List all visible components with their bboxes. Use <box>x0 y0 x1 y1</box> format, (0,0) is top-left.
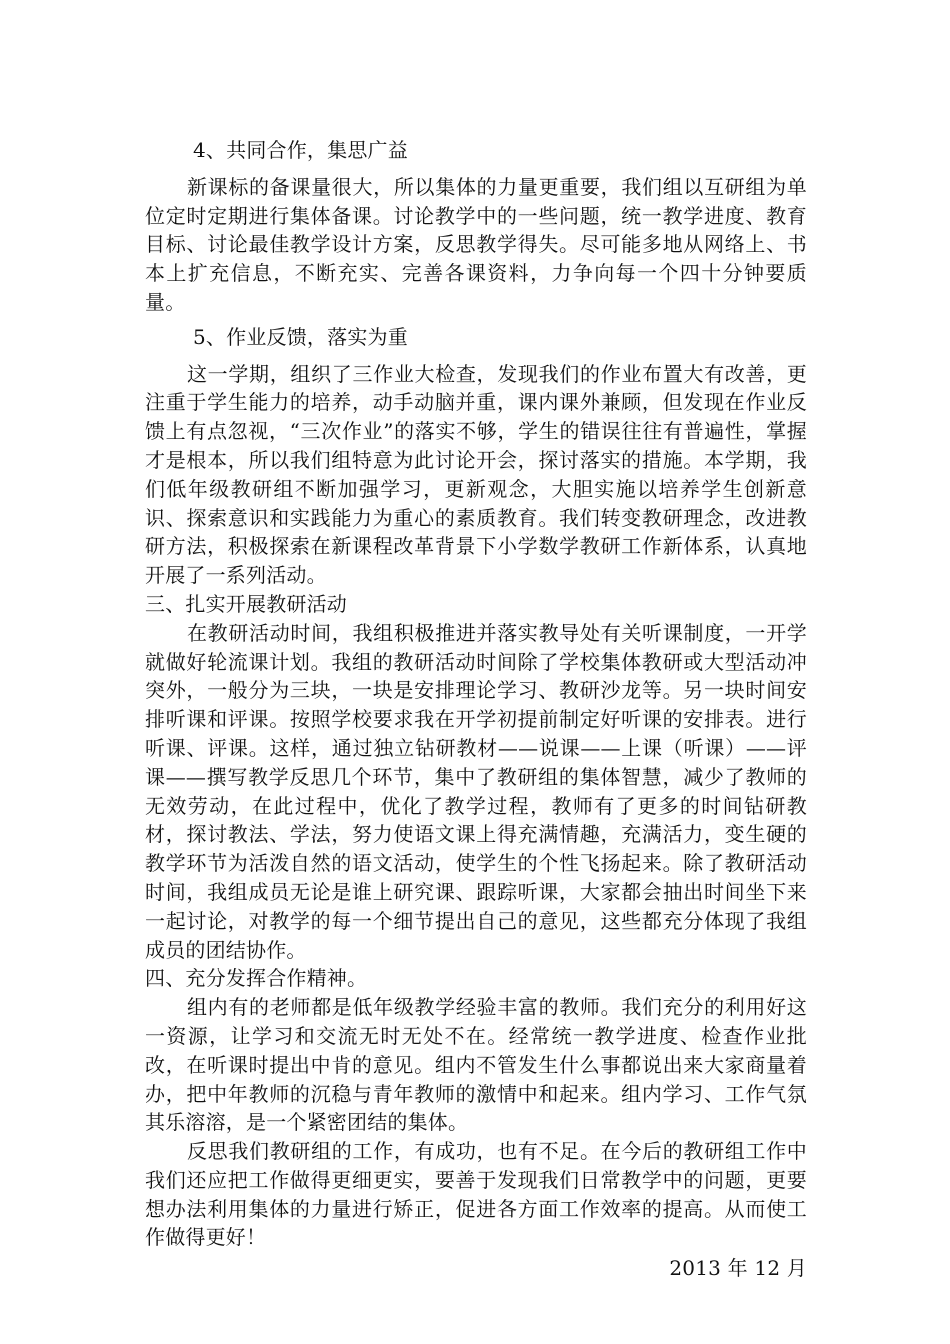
part-4-body: 组内有的老师都是低年级教学经验丰富的教师。我们充分的利用好这一资源，让学习和交流无时无处不在。经常统一教学进度、检查作业批改，在听课时提出中肯的意见。组内不管发生什么事都说出来大家商量着办，把中年教师的沉稳与青年教师的激情中和起来。组内学习、工作气氛其乐溶溶，是一个紧密团结的集体。 <box>145 995 807 1135</box>
document-date: 2013 年 12 月 <box>669 1256 807 1281</box>
reflection-paragraph: 反思我们教研组的工作，有成功，也有不足。在今后的教研组工作中我们还应把工作做得更细更实，要善于发现我们日常教学中的问题，更要想办法利用集体的力量进行矫正，促进各方面工作效率的提高。从而使工作做得更好！ <box>145 1139 807 1250</box>
part-3-title: 三、扎实开展教研活动 <box>145 591 347 616</box>
section-5-title: 5、作业反馈，落实为重 <box>193 324 408 349</box>
section-4-title: 4、共同合作，集思广益 <box>193 138 408 162</box>
document-page <box>145 133 807 1283</box>
part-4-title: 四、充分发挥合作精神。 <box>145 966 368 991</box>
section-4-body: 新课标的备课量很大，所以集体的力量更重要，我们组以互研组为单位定时定期进行集体备课。讨论教学中的一些问题，统一教学进度、教育目标、讨论最佳教学设计方案，反思教学得失。尽可能多地从网络上、书本上扩充信息，不断充实、完善各课资料，力争向每一个四十分钟要质量。 <box>145 174 807 314</box>
part-3-body: 在教研活动时间，我组积极推进并落实教导处有关听课制度，一开学就做好轮流课计划。我组的教研活动时间除了学校集体教研或大型活动冲突外，一般分为三块，一块是安排理论学习、教研沙龙等。另一块时间安排听课和评课。按照学校要求我在开学初提前制定好听课的安排表。进行听课、评课。这样，通过独立钻研教材——说课——上课（听课）——评课——撰写教学反思几个环节，集中了教研组的集体智慧，减少了教师的无效劳动，在此过程中，优化了教学过程，教师有了更多的时间钻研教材，探讨教法、学法，努力使语文课上得充满情趣，充满活力，变生硬的教学环节为活泼自然的语文活动，使学生的个性飞扬起来。除了教研活动时间，我组成员无论是谁上研究课、跟踪听课，大家都会抽出时间坐下来一起讨论，对教学的每一个细节提出自己的意见，这些都充分体现了我组成员的团结协作。 <box>145 620 807 962</box>
section-5-body: 这一学期，组织了三作业大检查，发现我们的作业布置大有改善，更注重于学生能力的培养，动手动脑并重，课内课外兼顾，但发现在作业反馈上有点忽视，“三次作业”的落实不够，学生的错误往往有普遍性，掌握才是根本，所以我们组特意为此讨论开会，探讨落实的措施。本学期，我们低年级教研组不断加强学习，更新观念，大胆实施以培养学生创新意识、探索意识和实践能力为重心的素质教育。我们转变教研理念，改进教研方法，积极探索在新课程改革背景下小学数学教研工作新体系，认真地开展了一系列活动。 <box>145 361 807 588</box>
